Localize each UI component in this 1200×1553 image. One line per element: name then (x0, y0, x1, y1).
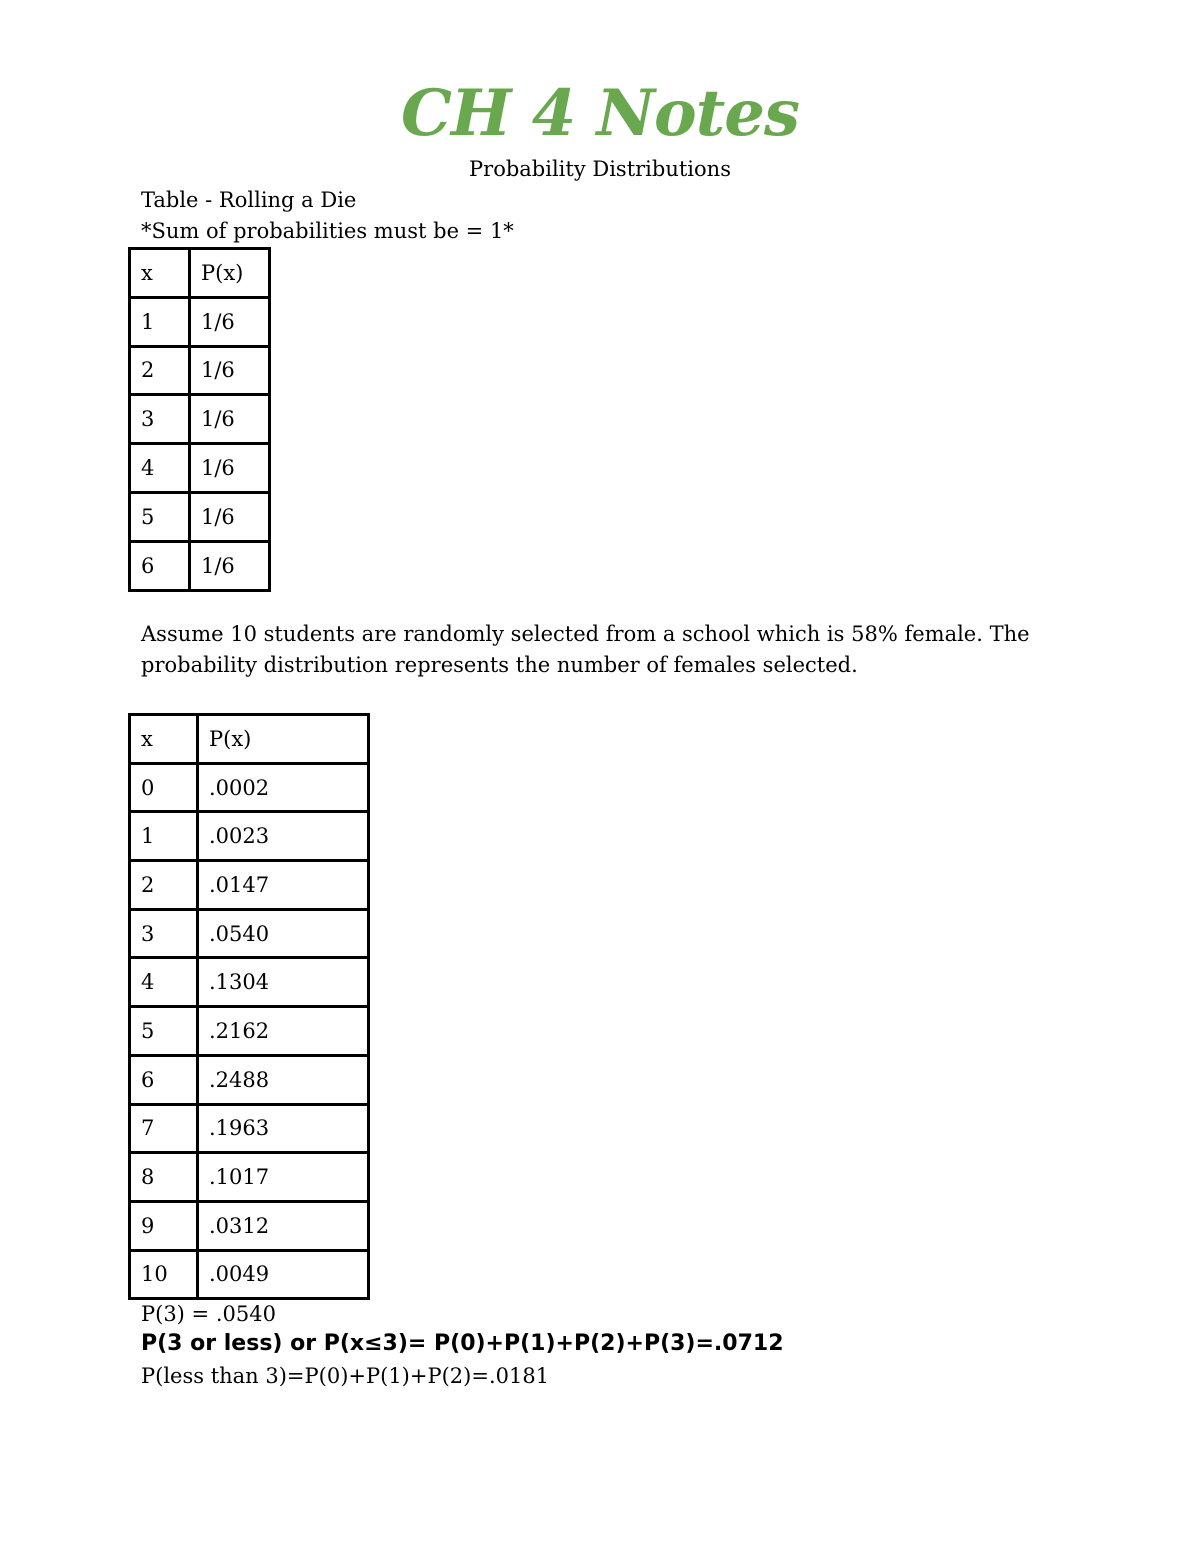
cell-px: .1304 (198, 958, 369, 1007)
die-probability-table (128, 247, 271, 592)
die-table-heading: Table - Rolling a Die (141, 188, 357, 212)
cell-x: 3 (130, 395, 190, 444)
table-header-row (130, 715, 369, 764)
cell-x: 3 (130, 909, 198, 958)
cell-px: .2488 (198, 1055, 369, 1104)
column-header-px: P(x) (198, 715, 369, 764)
cell-px: .0002 (198, 763, 369, 812)
formula-p-less-than-3: P(less than 3)=P(0)+P(1)+P(2)=.0181 (141, 1364, 550, 1388)
cell-px: 1/6 (190, 395, 270, 444)
cell-x: 10 (130, 1250, 198, 1299)
table-row (130, 958, 369, 1007)
table-row (130, 346, 270, 395)
cell-x: 2 (130, 861, 198, 910)
table-row (130, 1153, 369, 1202)
column-header-x: x (130, 249, 190, 298)
table-row (130, 861, 369, 910)
cell-px: .0049 (198, 1250, 369, 1299)
formula-p3: P(3) = .0540 (141, 1302, 276, 1326)
female-students-paragraph: Assume 10 students are randomly selected from a school which is 58% female. The probability distribution represents the number of females selected. (141, 622, 1030, 677)
cell-px: .0312 (198, 1201, 369, 1250)
table-header-row (130, 249, 270, 298)
column-header-px: P(x) (190, 249, 270, 298)
table-row (130, 1104, 369, 1153)
table-row (130, 763, 369, 812)
table-row (130, 1055, 369, 1104)
cell-x: 2 (130, 346, 190, 395)
cell-px: 1/6 (190, 297, 270, 346)
page-subtitle: Probability Distributions (469, 157, 731, 181)
cell-x: 1 (130, 297, 190, 346)
female-probability-table (128, 713, 370, 1300)
cell-x: 1 (130, 812, 198, 861)
table-row (130, 812, 369, 861)
cell-px: .0147 (198, 861, 369, 910)
table-row (130, 541, 270, 590)
table-row (130, 1201, 369, 1250)
cell-x: 5 (130, 492, 190, 541)
table-row (130, 1007, 369, 1056)
cell-x: 4 (130, 444, 190, 493)
column-header-x: x (130, 715, 198, 764)
cell-px: 1/6 (190, 541, 270, 590)
cell-x: 4 (130, 958, 198, 1007)
cell-x: 9 (130, 1201, 198, 1250)
table-row (130, 492, 270, 541)
cell-px: 1/6 (190, 346, 270, 395)
cell-x: 6 (130, 1055, 198, 1104)
cell-px: .0023 (198, 812, 369, 861)
cell-px: 1/6 (190, 444, 270, 493)
cell-px: 1/6 (190, 492, 270, 541)
cell-x: 8 (130, 1153, 198, 1202)
sum-note: *Sum of probabilities must be = 1* (141, 219, 514, 243)
formula-p3-or-less: P(3 or less) or P(x≤3)= P(0)+P(1)+P(2)+P(3)=.0712 (141, 1331, 784, 1356)
cell-x: 0 (130, 763, 198, 812)
table-row (130, 444, 270, 493)
cell-px: .1963 (198, 1104, 369, 1153)
table-row (130, 1250, 369, 1299)
cell-x: 7 (130, 1104, 198, 1153)
cell-px: .2162 (198, 1007, 369, 1056)
table-row (130, 297, 270, 346)
table-row (130, 395, 270, 444)
table-row (130, 909, 369, 958)
page-title: CH 4 Notes (401, 76, 799, 151)
cell-px: .1017 (198, 1153, 369, 1202)
cell-px: .0540 (198, 909, 369, 958)
cell-x: 5 (130, 1007, 198, 1056)
cell-x: 6 (130, 541, 190, 590)
